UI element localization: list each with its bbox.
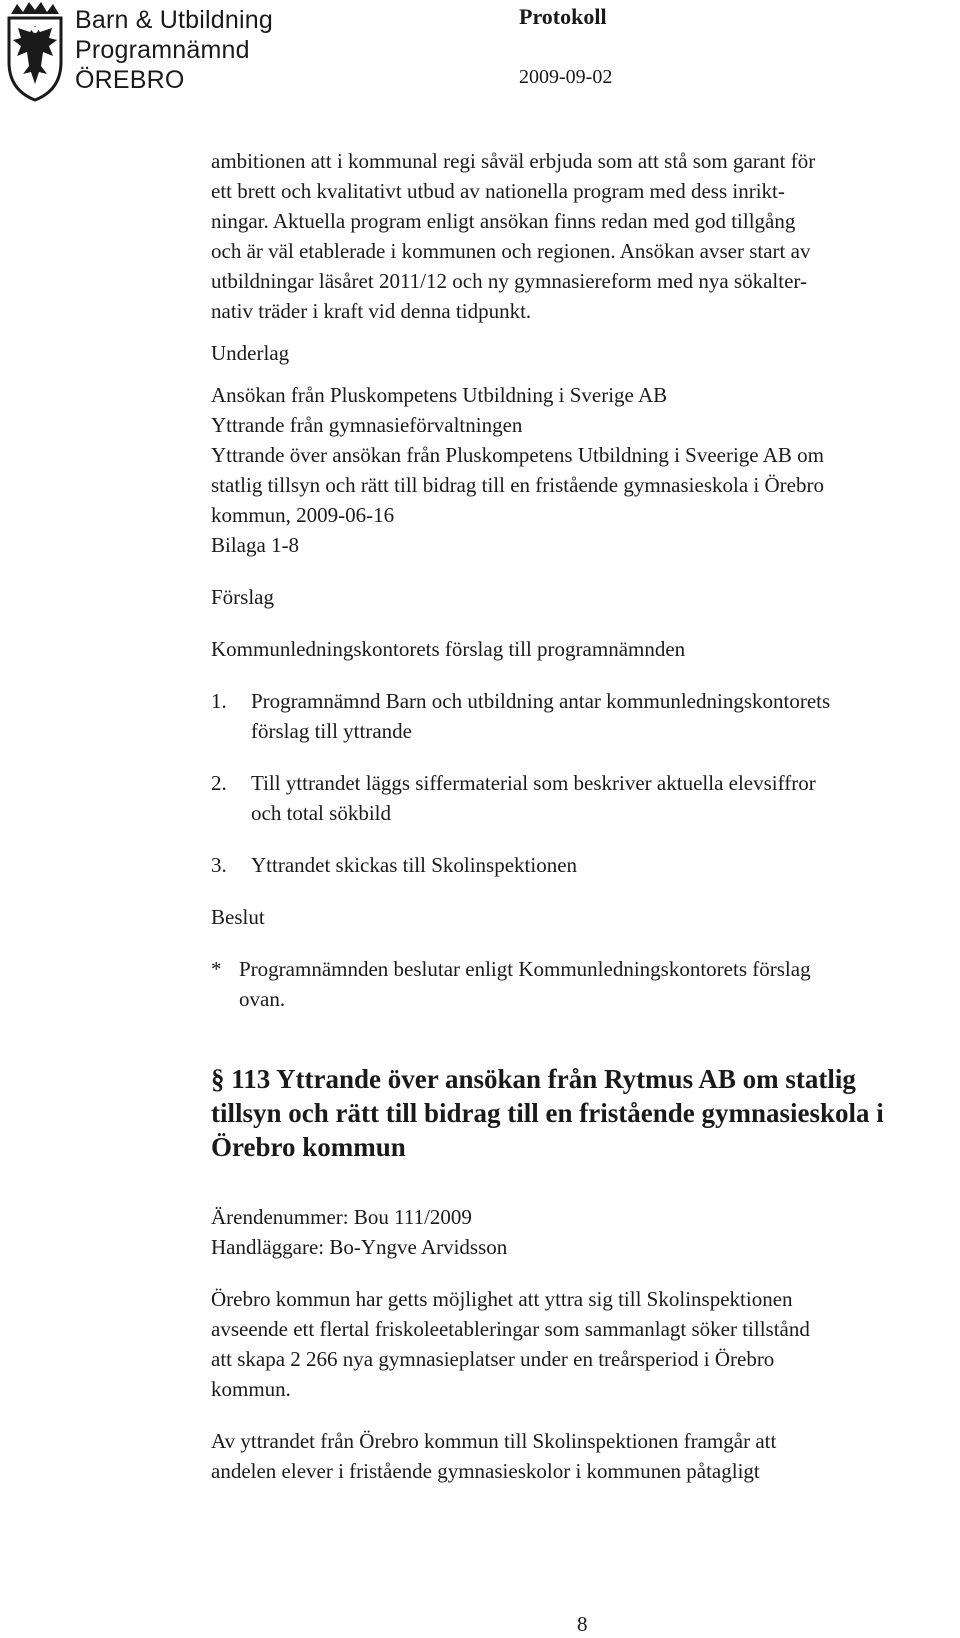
forslag-subheading: Kommunledningskontorets förslag till programnämnden [211, 637, 686, 661]
forslag-heading: Förslag [211, 585, 274, 609]
beslut-item [211, 954, 946, 1014]
list-text: Yttrandet skickas till Skolinspektionen [251, 853, 578, 877]
beslut-text: ovan. [239, 987, 286, 1011]
org-line-3: ÖREBRO [75, 66, 185, 94]
intro-line: utbildningar läsåret 2011/12 och ny gymnasiereform med nya sökalter- [211, 269, 807, 293]
list-text: Till yttrandet läggs siffermaterial som beskriver aktuella elevsiffror [251, 771, 816, 795]
paragraph-line: Örebro kommun har getts möjlighet att yttra sig till Skolinspektionen [211, 1287, 793, 1311]
intro-line: nativ träder i kraft vid denna tidpunkt. [211, 299, 532, 323]
forslag-item [211, 850, 946, 880]
forslag-item [211, 686, 946, 746]
paragraph-line: avseende ett flertal friskoleetableringar som sammanlagt söker tillstånd [211, 1317, 810, 1341]
document-body [211, 146, 946, 1486]
org-line-1: Barn & Utbildning [75, 6, 273, 34]
intro-line: ett brett och kvalitativt utbud av nationella program med dess inrikt- [211, 179, 785, 203]
organization-name [75, 5, 273, 95]
org-line-2: Programnämnd [75, 36, 250, 64]
intro-line: ambitionen att i kommunal regi såväl erbjuda som att stå som garant för [211, 149, 816, 173]
underlag-item: Yttrande från gymnasieförvaltningen [211, 413, 523, 437]
section-title: Örebro kommun [211, 1132, 406, 1162]
coat-of-arms-logo [5, 0, 65, 102]
paragraph-line: att skapa 2 266 nya gymnasieplatser under en treårsperiod i Örebro [211, 1347, 775, 1371]
list-text: och total sökbild [251, 801, 391, 825]
bullet-star: * [211, 957, 222, 981]
list-number: 2. [211, 771, 227, 795]
document-type: Protokoll [519, 4, 607, 29]
paragraph-line: Av yttrandet från Örebro kommun till Skolinspektionen framgår att [211, 1429, 777, 1453]
underlag-item: Yttrande över ansökan från Pluskompetens Utbildning i Sveerige AB om [211, 443, 824, 467]
list-text: Programnämnd Barn och utbildning antar kommunledningskontorets [251, 689, 831, 713]
section-title: § 113 Yttrande över ansökan från Rytmus AB om statlig [211, 1064, 856, 1094]
forslag-item [211, 768, 946, 828]
intro-line: ningar. Aktuella program enligt ansökan finns redan med god tillgång [211, 209, 796, 233]
underlag-item: statlig tillsyn och rätt till bidrag till en fristående gymnasieskola i Örebro [211, 473, 824, 497]
underlag-item: Ansökan från Pluskompetens Utbildning i Sverige AB [211, 383, 668, 407]
beslut-heading: Beslut [211, 905, 265, 929]
list-number: 1. [211, 689, 227, 713]
underlag-item: Bilaga 1-8 [211, 533, 300, 557]
underlag-heading: Underlag [211, 341, 290, 365]
case-handler: Handläggare: Bo-Yngve Arvidsson [211, 1235, 508, 1259]
list-number: 3. [211, 853, 227, 877]
beslut-text: Programnämnden beslutar enligt Kommunledningskontorets förslag [239, 957, 811, 981]
paragraph-line: kommun. [211, 1377, 291, 1401]
case-number: Ärendenummer: Bou 111/2009 [211, 1205, 472, 1229]
section-title: tillsyn och rätt till bidrag till en fristående gymnasieskola i [211, 1098, 884, 1128]
document-date: 2009-09-02 [519, 66, 613, 88]
page-number: 8 [577, 1612, 588, 1636]
underlag-item: kommun, 2009-06-16 [211, 503, 395, 527]
paragraph-line: andelen elever i fristående gymnasieskolor i kommunen påtagligt [211, 1459, 760, 1483]
intro-line: och är väl etablerade i kommunen och regionen. Ansökan avser start av [211, 239, 811, 263]
list-text: förslag till yttrande [251, 719, 412, 743]
